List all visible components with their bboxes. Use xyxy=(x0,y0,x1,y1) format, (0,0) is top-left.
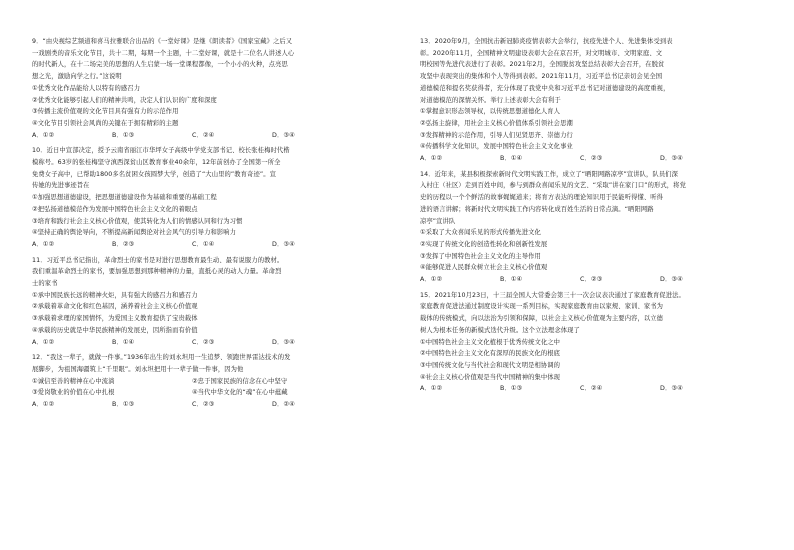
question-13 xyxy=(420,36,768,165)
question-stem-line: 攻坚中表现突出的集体和个人等得到表彰。2021年11月，习近平总书记亲切会见全国 xyxy=(420,73,663,81)
question-stem-line: 家庭教育促进法通过制度设计实现一系列目标，实现家庭教育由以家规、家训、家书为 xyxy=(420,303,664,311)
question-stem-line: 的时代新人，在十二场完美的思想的人生启蒙一场一堂课程都像，一个小小的火种，点亮思 xyxy=(32,61,288,69)
question-stem-line: 进的语言讲解；将新时代文明实践工作内容转化成百姓生活的日常点滴。“晒阳网路 xyxy=(420,205,654,213)
question-stem-line: 想之光，激励向学之行。”这说明 xyxy=(32,73,122,81)
statement-item: ④文化节目引领社会风尚的关键在于拥有精彩的主题 xyxy=(32,119,179,127)
question-stem-line: 一戏剧类的音乐文化节目，共十二期，每期一个主题，十二堂好课，就是十二位名人讲述人心 xyxy=(32,49,295,57)
answer-options xyxy=(32,130,332,142)
question-15 xyxy=(420,290,768,395)
option-a: A．①② xyxy=(420,385,443,393)
statement-item: ④传播科学文化知识，发展中国特色社会主义文化事业 xyxy=(420,143,573,151)
question-stem-line: 11．习近平总书记指出，革命烈士的家书是对进行思想教育最生动、最有说服力的教材。 xyxy=(32,256,284,264)
statement-item: ④社会主义核心价值观是当代中国精神的集中体现 xyxy=(420,373,561,381)
statement-item: ②实现了传统文化的创造性转化和创新性发展 xyxy=(420,240,548,248)
question-stem-line: 对道德模范的深情关怀。举行上述表彰大会有利于 xyxy=(420,96,561,104)
statement-pair-row xyxy=(32,376,352,388)
statement-item: ④当代中华文化的“魂”在心中蕴藏 xyxy=(192,389,288,397)
question-stem-line: 传她的先进事迹旨在 xyxy=(32,182,90,190)
statement-item: ①优秀文化作品能给人以特有的感召力 xyxy=(32,84,141,92)
question-stem-line: 15．2021年10月23日，十三届全国人大常委会第三十一次会议表决通过了家庭教育促进法。 xyxy=(420,291,685,299)
question-stem-line: 展脚步，为祖国海疆筑上“千里眼”。刘永坦把用十一辈子做一件事，因为他 xyxy=(32,365,244,373)
statement-item: ③传播主流价值观的文化节目具有强有力的示范作用 xyxy=(32,108,179,116)
answer-options xyxy=(32,399,332,411)
question-stem-line: 明校园等先进代表进行了表彰。2021年2月，全国脱贫攻坚总结表彰大会召开，在脱贫 xyxy=(420,61,665,69)
statement-pair-row xyxy=(32,387,352,399)
statement-item: ②把弘扬道德模范作为发展中国特色社会主义文化的着眼点 xyxy=(32,205,198,213)
statement-item: ④坚持正确的舆论导向，不断提高新闻舆论对社会风气的引导力和影响力 xyxy=(32,229,237,237)
statement-item: ④能够促进人民群众树立社会主义核心价值观 xyxy=(420,264,548,272)
question-stem-line: 10．近日中宣部决定，授予云南省丽江市华坪女子高级中学党支部书记、校长张桂梅时代楷 xyxy=(32,147,290,155)
option-b: B．①④ xyxy=(500,276,523,284)
statement-item: ③发挥了中国特色社会主义文化的主导作用 xyxy=(420,252,541,260)
question-stem-line: 士的家书 xyxy=(32,280,58,288)
option-d: D．③④ xyxy=(660,385,683,393)
answer-options xyxy=(32,337,332,349)
option-c: C．②③ xyxy=(192,401,215,409)
question-14 xyxy=(420,169,768,286)
option-c: C．①④ xyxy=(192,240,215,248)
statement-item: ③承载着求理的家国情怀，为爱国主义教育提供了宝贵载体 xyxy=(32,315,198,323)
statement-item: ③中国传统文化与当代社会和现代文明是相协调的 xyxy=(420,361,561,369)
statement-item: ①诚信至善的精神在心中流淌 xyxy=(32,377,115,385)
question-stem-line: 树人为根本任务的新模式迭代升级。这个立法理念体现了 xyxy=(420,326,580,334)
statement-item: ③爱岗敬业的价值在心中扎根 xyxy=(32,389,115,397)
option-a: A．①② xyxy=(420,155,443,163)
right-column xyxy=(420,36,768,399)
question-10 xyxy=(32,145,380,250)
question-stem-line: 14．近年来，某县积极探索新时代文明实践工作，成立了“晒阳网路凉亭”宣讲队，队员们深 xyxy=(420,170,679,178)
option-c: C．②③ xyxy=(192,338,215,346)
question-stem-line: 入村庄（社区）走到百姓中间，参与到群众喜闻乐见的文艺、“采取”讲在家门口”的形式，将党 xyxy=(420,182,686,190)
option-b: B．①④ xyxy=(500,155,523,163)
question-stem-line: 9．“由央视综艺频道和喜马拉雅联合出品的《一堂好课》是继《朗读者》《国家宝藏》之后又 xyxy=(32,38,293,45)
left-column xyxy=(32,36,380,415)
question-11 xyxy=(32,255,380,349)
statement-item: ③发挥精神的示范作用，引导人们见贤思齐、崇德力行 xyxy=(420,131,573,139)
option-a: A．①② xyxy=(32,338,55,346)
statement-item: ①采取了大众喜闻乐见的形式传播先进文化 xyxy=(420,229,541,237)
option-c: C．②④ xyxy=(192,131,215,139)
question-stem-line: 模称号。63岁的张桂梅坚守滇西深贫山区教育事业40余年，12年前创办了全国第一所全 xyxy=(32,159,281,167)
statement-item: ③培育和践行社会主义核心价值观，使其转化为人们的情感认同和行为习惯 xyxy=(32,217,243,225)
question-stem-line: 我们重温革命烈士的家书，要加强思想到那种精神的力量，直抵心灵的动人力量。革命烈 xyxy=(32,268,282,276)
option-d: D．③④ xyxy=(272,338,295,346)
question-stem-line: 12．“我这一辈子，就做一件事。”1936年出生的刘永坦用一生追梦、领跑世界雷达技术的发 xyxy=(32,354,291,362)
question-stem-line: 载体的传统模式，向以法治为引领和保障，以社会主义核心价值观为主要内容，以立德 xyxy=(420,315,664,323)
option-c: C．②④ xyxy=(580,385,603,393)
question-9 xyxy=(32,36,380,141)
question-stem-line: 凉亭”宣讲队 xyxy=(420,217,456,225)
statement-item: ①掌握意识形态领导权，以传统思想道德化人育人 xyxy=(420,108,561,116)
answer-options xyxy=(420,153,720,165)
option-d: D．③④ xyxy=(272,131,295,139)
statement-item: ④承载的历史就是中华民族精神的发展史，因所指而有价值 xyxy=(32,326,198,334)
option-d: D．②④ xyxy=(272,401,295,409)
statement-item: ①承中国民族长远的精神火炬，具有强大的感召力和感召力 xyxy=(32,291,198,299)
question-stem-line: 道德模范和提名奖获得者，充分体现了我党中央和习近平总书记对道德建设的高度重视， xyxy=(420,84,670,92)
answer-options xyxy=(420,274,720,286)
option-b: B．①③ xyxy=(112,401,135,409)
option-d: D．③④ xyxy=(272,240,295,248)
question-12 xyxy=(32,352,380,411)
statement-item: ②优秀文化能够引起人们的精神共鸣，决定人们认识的广度和深度 xyxy=(32,96,217,104)
statement-item: ②中国特色社会主义文化有深厚的民族文化的根底 xyxy=(420,350,561,358)
question-stem-line: 史的历程以一个个鲜活的故事娓娓道来；将育方表达的理论知识用于民能听得懂、听得 xyxy=(420,194,664,202)
statement-item: ①中国特色社会主义文化植根于优秀传统文化之中 xyxy=(420,338,561,346)
question-stem-line: 13．2020年9月，全国抗击新冠肺炎疫情表彰大会举行，抗疫先进个人、先进集体受到表 xyxy=(420,38,673,45)
answer-options xyxy=(420,383,720,395)
option-a: A．①② xyxy=(420,276,443,284)
statement-item: ②弘扬主旋律，用社会主义核心价值体系引领社会思潮 xyxy=(420,119,573,127)
option-a: A．①② xyxy=(32,240,55,248)
option-b: B．①④ xyxy=(112,338,135,346)
option-a: A．①② xyxy=(32,401,55,409)
option-b: B．②③ xyxy=(112,240,135,248)
option-c: C．②③ xyxy=(580,276,603,284)
option-b: B．①③ xyxy=(112,131,135,139)
question-stem-line: 彰。2020年11月，全国精神文明建设表彰大会在京召开，对文明城市、文明家庭、文 xyxy=(420,49,663,57)
statement-item: ②忠于国家民族的信念在心中坚守 xyxy=(192,377,288,385)
answer-options xyxy=(32,239,332,251)
question-stem-line: 免费女子高中，已帮助1800多名贫困女孩圆梦大学，创造了“大山里的”教育奇迹”。宣 xyxy=(32,170,277,178)
statement-item: ②承载着革命文化和红色基因，涵养着社会主义核心价值观 xyxy=(32,303,198,311)
statement-item: ①加强思想道德建设，把思想道德建设作为基础和重要的基础工程 xyxy=(32,194,217,202)
option-b: B．①③ xyxy=(500,385,523,393)
option-c: C．②③ xyxy=(580,155,603,163)
option-d: D．③④ xyxy=(660,155,683,163)
option-a: A．①② xyxy=(32,131,55,139)
option-d: D．③④ xyxy=(660,276,683,284)
